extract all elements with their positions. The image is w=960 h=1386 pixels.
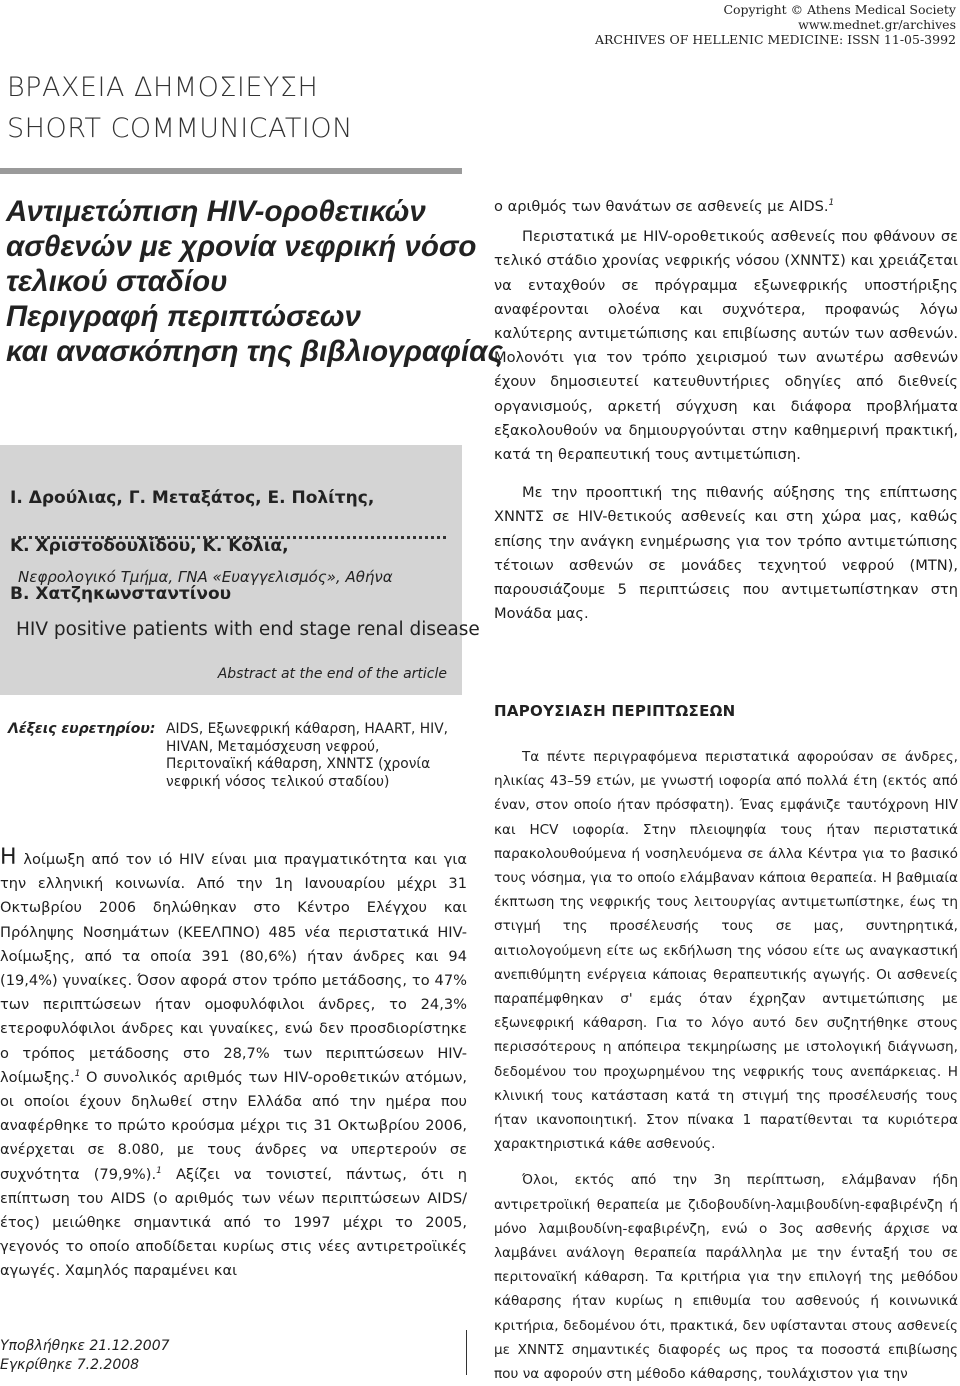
paragraph-text: λοίμωξη από τον ιό HIV είναι μια πραγματικότητα και για την ελληνική κοινωνία. Από την 1η Ιανουαρίου μέχρι 31 Οκτωβρίου 2006 δηλώθηκαν στο Κέντρο Ελέγχου και Πρόληψης Νοσημάτων (ΚΕΕΛΠΝΟ) 485 νέα περιστατικά HIV-λοίμωξης, από τα οποία 391 (80,6%) ήταν άνδρες και 94 (19,4%) γυναίκες. Όσον αφορά στον τρόπο μετάδοσης, το 47% των περιπτώσεων ήταν ομοφυλόφιλοι άνδρες, το 24,3% ετεροφυλόφιλοι άνδρες και γυναίκες, ενώ δεν προσδιορίστηκε ο τρόπος μετάδοσης στο 28,7% των περιπτώσεων HIV-λοίμωξης. (0, 851, 467, 1086)
keywords-text: AIDS, Εξωνεφρική κάθαρση, HAART, HIV, HIVAN, Μεταμόσχευση νεφρού, Περιτοναϊκή κάθαρση, ΧΝΝΤΣ (χρονία νεφρική νόσος τελικού σταδίου) (166, 721, 449, 790)
right-column-cases (494, 745, 958, 1386)
section-heading: ΠΑΡΟΥΣΙΑΣΗ ΠΕΡΙΠΤΩΣΕΩΝ (494, 702, 736, 720)
right-column-intro (494, 195, 958, 626)
author-list (10, 462, 450, 630)
journal-url[interactable]: www.mednet.gr/archives (798, 17, 956, 32)
reference-marker: 1 (74, 1068, 81, 1079)
keywords-label: Λέξεις ευρετηρίου: (8, 721, 156, 737)
left-column-body (0, 845, 467, 1284)
abstract-note: Abstract at the end of the article (217, 666, 447, 682)
title-line: ασθενών με χρονία νεφρική νόσο (6, 230, 477, 263)
journal-header (595, 2, 956, 47)
english-title: HIV positive patients with end stage renal disease (16, 619, 480, 640)
reference-marker: 1 (828, 198, 835, 209)
submitted-date: Υποβλήθηκε 21.12.2007 (0, 1338, 170, 1354)
journal-issn: ARCHIVES OF HELLENIC MEDICINE: ISSN 11-05-3992 (594, 32, 956, 47)
drop-cap: Η (0, 845, 17, 870)
author-line: Β. Χατζηκωνσταντίνου (10, 584, 232, 604)
section-divider (0, 168, 462, 174)
paragraph: Όλοι, εκτός από την 3η περίπτωση, ελάμβαναν ήδη αντιρετροϊική θεραπεία με ζιδοβουδίνη-λαμιβουδίνη-εφαβιρένζη ή μόνο λαμιβουδίνη-εφαβιρένζη, ενώ ο 3ος ασθενής άρχισε να λαμβάνει ανάλογη θεραπεία παράλληλα με την ένταξή του σε περιτοναϊκή κάθαρση. Τα κριτήρια για την επιλογή της μεθόδου κάθαρσης ήταν κυρίως η επιθυμία του ασθενούς ή κοινωνικά κριτήρια, δεδομένου ότι, πρακτικά, δεν υφίστανται στους ασθενείς με ΧΝΝΤΣ σημαντικές διαφορές ως προς τα ποσοστά επιβίωσης που να αφορούν στη μέθοδο κάθαρσης, τουλάχιστον για την (494, 1172, 958, 1383)
paragraph-text: Ο συνολικός αριθμός των HIV-οροθετικών ατόμων, οι οποίοι έχουν δηλωθεί στην Ελλάδα από την ημέρα που αναφέρθηκε το πρώτο κρούσμα μέχρι τις 31 Οκτωβρίου 2006, ανέρχεται σε 8.080, με τους άνδρες να υπερτερούν σε συχνότητα (79,9%). (0, 1068, 467, 1183)
section-label-english: SHORT COMMUNICATION (7, 113, 353, 144)
paragraph: Περιστατικά με HIV-οροθετικούς ασθενείς που φθάνουν σε τελικό στάδιο χρονίας νεφρικής νόσου (ΧΝΝΤΣ) και χρειάζεται να ενταχθούν σε πρόγραμμα εξωνεφρικής υποστήριξης αναφέρονται ολοένα και συχνότερα, προφανώς λόγω καλύτερης αντιμετώπισης και επιβίωσης αυτών των ασθενών. Μολονότι για τον τρόπο χειρισμού των ανωτέρω ασθενών έχουν δημοσιευτεί κατευθυντήριες οδηγίες από διεθνείς οργανισμούς, αρκετή σύγχυση και διάφορα προβλήματα εξακολουθούν να δημιουργούνται στην καθημερινή πρακτική, κατά τη θεραπευτική τους αντιμετώπιση. (494, 228, 958, 464)
author-line: Κ. Χριστοδουλίδου, Κ. Κόλια, (10, 536, 289, 556)
paragraph-text: ο αριθμός των θανάτων σε ασθενείς με AIDS. (494, 198, 829, 215)
copyright-line: Copyright © Athens Medical Society (723, 2, 956, 17)
reference-marker: 1 (156, 1165, 162, 1176)
paragraph-text: Αξίζει να τονιστεί, πάντως, ότι η επίπτωση του AIDS (ο αριθμός των νέων περιπτώσεων AIDS/έτος) μειώθηκε σημαντικά από το 1997 μέχρι το 2005, γεγονός το οποίο αποδίδεται κυρίως στις νέες αντιρετροϊικές αγωγές. Χαμηλός παραμένει και (0, 1165, 467, 1280)
paragraph: Με την προοπτική της πιθανής αύξησης της επίπτωσης ΧΝΝΤΣ σε HIV-θετικούς ασθενείς και στη χώρα μας, καθώς επίσης την ανάγκη ενημέρωσης για τον τρόπο αντιμετώπισης τέτοιων ασθενών σε μονάδες τεχνητού νεφρού (ΜΤΝ), παρουσιάζουμε 5 περιπτώσεις που αντιμετωπίστηκαν στη Μονάδα μας. (494, 484, 958, 623)
article-title (6, 194, 504, 369)
title-line: Αντιμετώπιση HIV-οροθετικών (6, 195, 426, 228)
author-line: Ι. Δρούλιας, Γ. Μεταξάτος, Ε. Πολίτης, (10, 488, 375, 508)
dotted-separator (18, 536, 446, 539)
section-label-greek: ΒΡΑΧΕΙΑ ΔΗΜΟΣΙΕΥΣΗ (7, 72, 319, 103)
title-line: και ανασκόπηση της βιβλιογραφίας (6, 335, 504, 368)
paragraph: Τα πέντε περιγραφόμενα περιστατικά αφορούσαν σε άνδρες, ηλικίας 43–59 ετών, με γνωστή ιοφορία από πολλά έτη (εκτός από έναν, στον οποίο ήταν πρόσφατη). Ένας εμφάνιζε ταυτόχρονη HIV και HCV ιοφορία. Στην πλειοψηφία τους ήταν περιστατικά παρακολουθούμενα ή νοσηλευόμενα σε άλλα Κέντρα για το βασικό τους νόσημα, για το οποίο ελάμβαναν κάποια θεραπεία. Η βαθμιαία έκπτωση της νεφρικής τους λειτουργίας αντιμετωπίστηκε, έως τη στιγμή της προσέλευσής τους σε μας, συντηρητικά, αιτιολογούμενη είτε ως εκδήλωση της νόσου είτε ως αναγκαστική ανεπιθύμητη ενέργεια κάποιας θεραπευτικής αγωγής. Οι ασθενείς παραπέμφθηκαν σ' εμάς όταν έχρηζαν αντιμετώπισης με εξωνεφρική κάθαρση. Για το λόγο αυτό δεν συζητήθηκε στους περισσότερους η απόπειρα τεκμηρίωσης με ιστολογική διάγνωση, δεδομένου του προχωρημένου της νεφρικής τους ανεπάρκειας. Η κλινική τους κατάσταση κατά τη στιγμή της προσέλευσής τους ήταν ικανοποιητική. Στον πίνακα 1 παρατίθενται τα κυριότερα χαρακτηριστικά κάθε ασθενούς. (494, 749, 958, 1153)
title-line: τελικού σταδίου (6, 265, 228, 298)
affiliation: Νεφρολογικό Τμήμα, ΓΝΑ «Ευαγγελισμός», Αθήνα (18, 568, 393, 586)
accepted-date: Εγκρίθηκε 7.2.2008 (0, 1357, 140, 1373)
submission-dates (0, 1337, 170, 1375)
dates-divider (466, 1330, 467, 1375)
title-line: Περιγραφή περιπτώσεων (6, 300, 361, 333)
